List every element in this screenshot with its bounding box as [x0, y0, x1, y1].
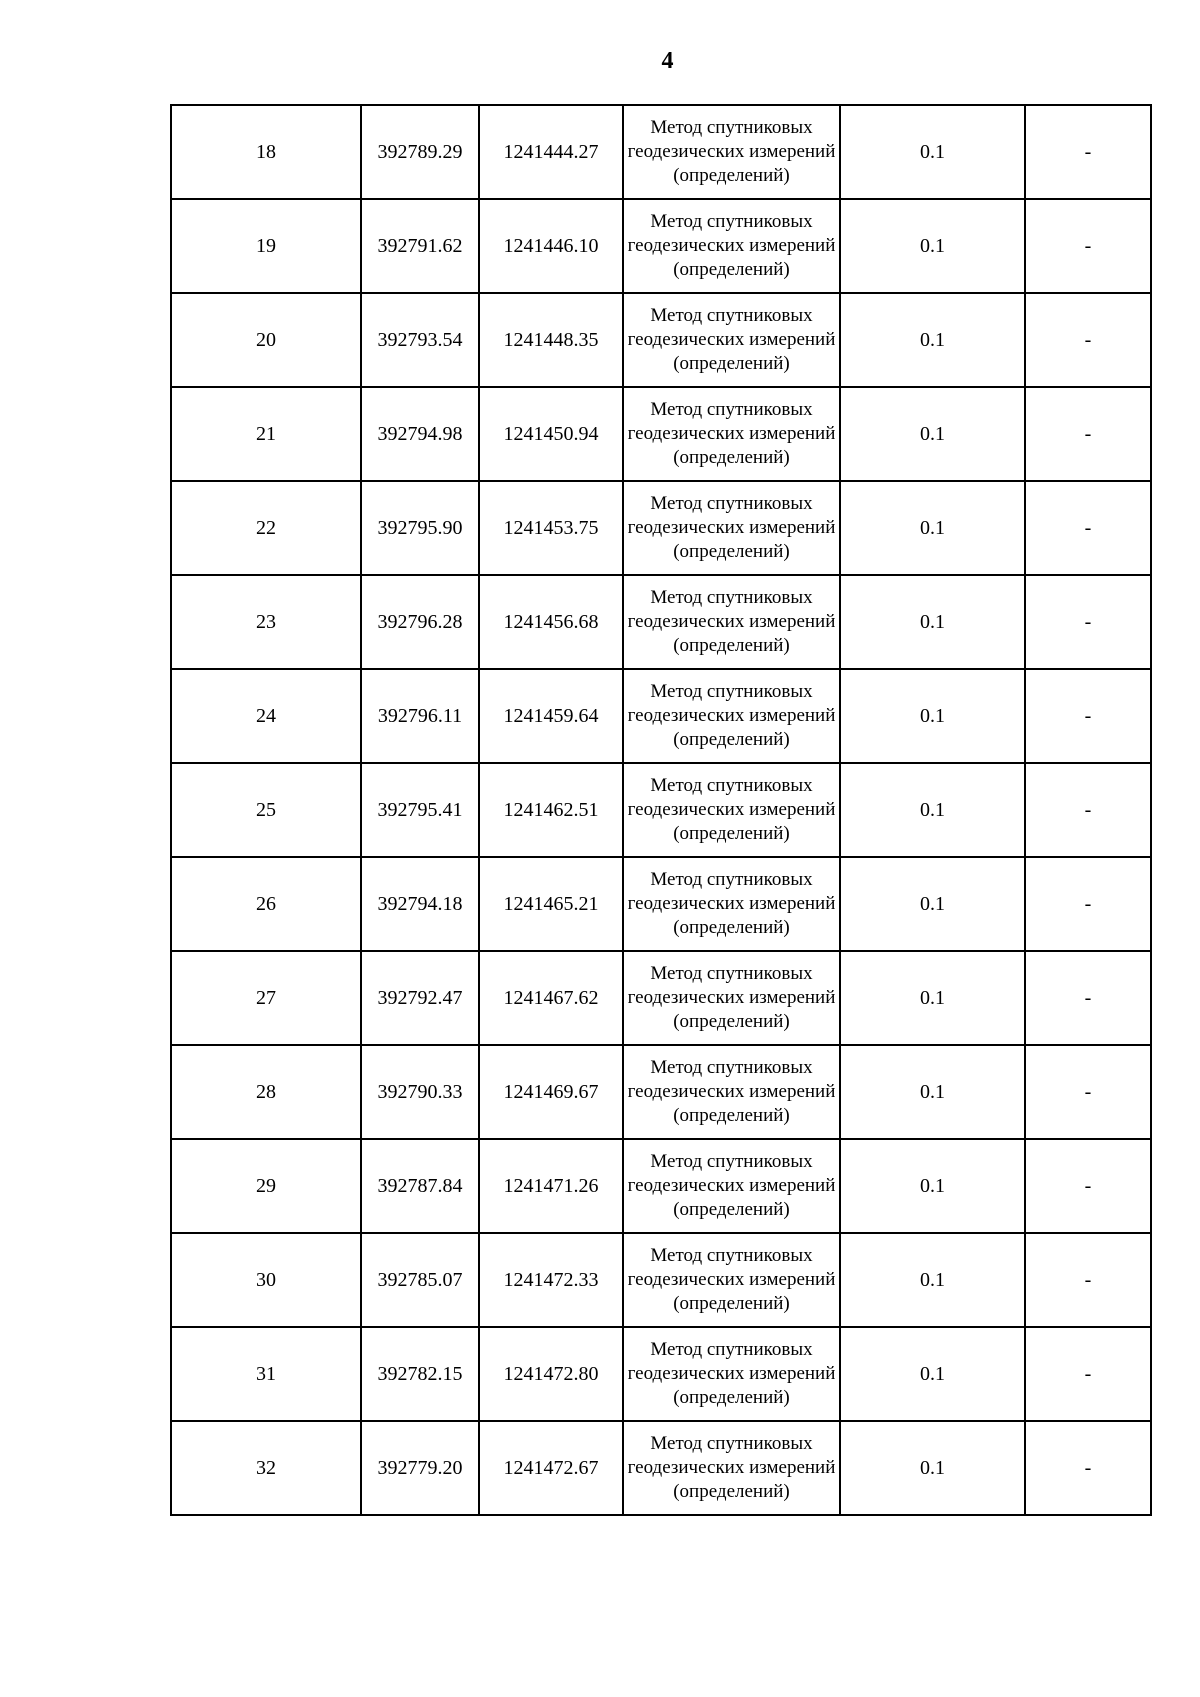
point-number-cell: 18 [171, 105, 361, 199]
note-cell: - [1025, 763, 1151, 857]
x-coordinate-cell: 392787.84 [361, 1139, 479, 1233]
x-coordinate-cell: 392796.11 [361, 669, 479, 763]
method-cell: Метод спутниковых геодезических измерений (определений) [623, 951, 840, 1045]
note-cell: - [1025, 575, 1151, 669]
table-row [171, 1421, 1151, 1515]
method-cell: Метод спутниковых геодезических измерений (определений) [623, 669, 840, 763]
note-cell: - [1025, 105, 1151, 199]
y-coordinate-cell: 1241471.26 [479, 1139, 623, 1233]
y-coordinate-cell: 1241472.33 [479, 1233, 623, 1327]
accuracy-cell: 0.1 [840, 1045, 1025, 1139]
note-cell: - [1025, 481, 1151, 575]
method-cell: Метод спутниковых геодезических измерений (определений) [623, 1139, 840, 1233]
accuracy-cell: 0.1 [840, 293, 1025, 387]
y-coordinate-cell: 1241459.64 [479, 669, 623, 763]
accuracy-cell: 0.1 [840, 857, 1025, 951]
table-row [171, 857, 1151, 951]
point-number-cell: 28 [171, 1045, 361, 1139]
y-coordinate-cell: 1241453.75 [479, 481, 623, 575]
x-coordinate-cell: 392785.07 [361, 1233, 479, 1327]
point-number-cell: 20 [171, 293, 361, 387]
method-cell: Метод спутниковых геодезических измерений (определений) [623, 387, 840, 481]
point-number-cell: 31 [171, 1327, 361, 1421]
method-cell: Метод спутниковых геодезических измерений (определений) [623, 105, 840, 199]
method-cell: Метод спутниковых геодезических измерений (определений) [623, 481, 840, 575]
accuracy-cell: 0.1 [840, 951, 1025, 1045]
y-coordinate-cell: 1241444.27 [479, 105, 623, 199]
point-number-cell: 19 [171, 199, 361, 293]
y-coordinate-cell: 1241472.67 [479, 1421, 623, 1515]
method-cell: Метод спутниковых геодезических измерений (определений) [623, 1421, 840, 1515]
coordinates-table-body [171, 105, 1151, 1515]
x-coordinate-cell: 392794.98 [361, 387, 479, 481]
method-cell: Метод спутниковых геодезических измерений (определений) [623, 1233, 840, 1327]
accuracy-cell: 0.1 [840, 575, 1025, 669]
x-coordinate-cell: 392782.15 [361, 1327, 479, 1421]
table-row [171, 669, 1151, 763]
x-coordinate-cell: 392795.90 [361, 481, 479, 575]
note-cell: - [1025, 951, 1151, 1045]
accuracy-cell: 0.1 [840, 481, 1025, 575]
point-number-cell: 29 [171, 1139, 361, 1233]
note-cell: - [1025, 1327, 1151, 1421]
point-number-cell: 23 [171, 575, 361, 669]
accuracy-cell: 0.1 [840, 387, 1025, 481]
accuracy-cell: 0.1 [840, 1421, 1025, 1515]
y-coordinate-cell: 1241450.94 [479, 387, 623, 481]
table-row [171, 1327, 1151, 1421]
table-row [171, 763, 1151, 857]
note-cell: - [1025, 199, 1151, 293]
x-coordinate-cell: 392779.20 [361, 1421, 479, 1515]
method-cell: Метод спутниковых геодезических измерений (определений) [623, 763, 840, 857]
note-cell: - [1025, 1421, 1151, 1515]
note-cell: - [1025, 1045, 1151, 1139]
point-number-cell: 26 [171, 857, 361, 951]
method-cell: Метод спутниковых геодезических измерений (определений) [623, 1045, 840, 1139]
accuracy-cell: 0.1 [840, 763, 1025, 857]
coordinates-table [170, 104, 1152, 1516]
y-coordinate-cell: 1241448.35 [479, 293, 623, 387]
table-row [171, 105, 1151, 199]
y-coordinate-cell: 1241456.68 [479, 575, 623, 669]
method-cell: Метод спутниковых геодезических измерений (определений) [623, 293, 840, 387]
table-row [171, 293, 1151, 387]
method-cell: Метод спутниковых геодезических измерений (определений) [623, 575, 840, 669]
point-number-cell: 24 [171, 669, 361, 763]
coordinates-table-container [170, 104, 1150, 1516]
table-row [171, 481, 1151, 575]
x-coordinate-cell: 392793.54 [361, 293, 479, 387]
table-row [171, 1139, 1151, 1233]
accuracy-cell: 0.1 [840, 669, 1025, 763]
table-row [171, 199, 1151, 293]
method-cell: Метод спутниковых геодезических измерений (определений) [623, 1327, 840, 1421]
note-cell: - [1025, 1139, 1151, 1233]
accuracy-cell: 0.1 [840, 105, 1025, 199]
point-number-cell: 30 [171, 1233, 361, 1327]
accuracy-cell: 0.1 [840, 1233, 1025, 1327]
x-coordinate-cell: 392791.62 [361, 199, 479, 293]
y-coordinate-cell: 1241467.62 [479, 951, 623, 1045]
x-coordinate-cell: 392792.47 [361, 951, 479, 1045]
table-row [171, 575, 1151, 669]
point-number-cell: 25 [171, 763, 361, 857]
x-coordinate-cell: 392796.28 [361, 575, 479, 669]
y-coordinate-cell: 1241446.10 [479, 199, 623, 293]
note-cell: - [1025, 669, 1151, 763]
page-number: 4 [661, 48, 674, 74]
y-coordinate-cell: 1241462.51 [479, 763, 623, 857]
accuracy-cell: 0.1 [840, 1327, 1025, 1421]
note-cell: - [1025, 387, 1151, 481]
table-row [171, 951, 1151, 1045]
note-cell: - [1025, 857, 1151, 951]
x-coordinate-cell: 392790.33 [361, 1045, 479, 1139]
x-coordinate-cell: 392794.18 [361, 857, 479, 951]
point-number-cell: 32 [171, 1421, 361, 1515]
y-coordinate-cell: 1241469.67 [479, 1045, 623, 1139]
method-cell: Метод спутниковых геодезических измерений (определений) [623, 857, 840, 951]
y-coordinate-cell: 1241465.21 [479, 857, 623, 951]
table-row [171, 1233, 1151, 1327]
point-number-cell: 27 [171, 951, 361, 1045]
accuracy-cell: 0.1 [840, 199, 1025, 293]
x-coordinate-cell: 392789.29 [361, 105, 479, 199]
note-cell: - [1025, 293, 1151, 387]
x-coordinate-cell: 392795.41 [361, 763, 479, 857]
table-row [171, 387, 1151, 481]
method-cell: Метод спутниковых геодезических измерений (определений) [623, 199, 840, 293]
point-number-cell: 22 [171, 481, 361, 575]
accuracy-cell: 0.1 [840, 1139, 1025, 1233]
point-number-cell: 21 [171, 387, 361, 481]
table-row [171, 1045, 1151, 1139]
note-cell: - [1025, 1233, 1151, 1327]
y-coordinate-cell: 1241472.80 [479, 1327, 623, 1421]
